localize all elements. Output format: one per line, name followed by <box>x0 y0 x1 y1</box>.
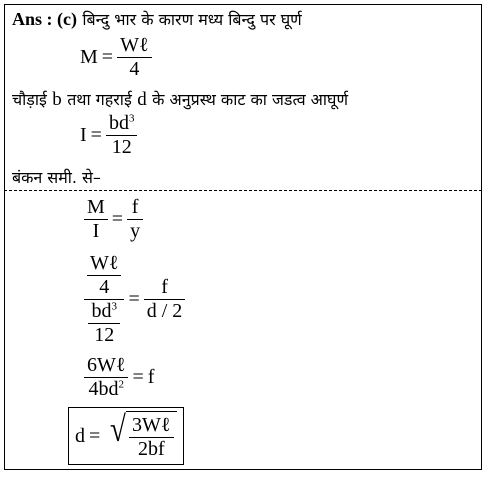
result-box <box>68 407 184 465</box>
bending-label: बंकन समी. से– <box>12 168 101 187</box>
inertia-denominator: 12 <box>111 136 132 158</box>
inertia-numerator: $bd^3$ <box>108 112 135 134</box>
inertia-var-d: d <box>137 89 147 110</box>
moment-equation <box>80 34 152 81</box>
step1-rhs-num: f <box>131 196 139 218</box>
radical-icon: √ <box>110 409 127 449</box>
answer-heading-text: बिन्दु भार के कारण मध्य बिन्दु पर घूर्ण <box>82 10 302 29</box>
inertia-equation <box>80 112 137 159</box>
step3-num: 6Wℓ <box>87 354 126 376</box>
result-lhs: d <box>75 424 85 447</box>
inertia-fraction <box>106 112 138 159</box>
step2-rhs-fraction <box>144 276 186 323</box>
step3-den: $4bd^2$ <box>88 378 124 400</box>
step1-equation <box>84 196 143 243</box>
inertia-lhs: I <box>80 124 87 146</box>
step2-outer-denominator <box>85 300 123 347</box>
step2-equals: = <box>128 288 140 310</box>
step2-outer-numerator <box>84 252 124 299</box>
section-divider <box>4 190 482 191</box>
step2-top-fraction <box>87 252 121 299</box>
step2-rhs-num: f <box>161 276 168 298</box>
answer-heading <box>12 8 302 30</box>
answer-frame <box>4 4 482 470</box>
step3-equation <box>84 354 154 401</box>
step2-bottom-num: $bd^3$ <box>91 300 117 322</box>
step1-rhs-fraction <box>127 196 143 243</box>
step1-equals: = <box>111 208 124 230</box>
step2-bottom-fraction <box>88 300 120 347</box>
inertia-var-b: b <box>52 89 62 110</box>
step1-rhs-den: y <box>130 220 141 242</box>
step3-fraction <box>84 354 128 401</box>
result-fraction <box>129 414 173 461</box>
step2-top-den: 4 <box>99 276 110 298</box>
step1-lhs-num: M <box>87 196 105 218</box>
step2-equation <box>84 252 185 347</box>
step3-equals: = <box>132 366 144 388</box>
moment-lhs: M <box>80 46 98 68</box>
inertia-text-3: के अनुप्रस्थ काट का जडत्व आघूर्ण <box>152 90 349 109</box>
step2-bottom-den: 12 <box>94 324 115 346</box>
moment-fraction <box>117 34 151 81</box>
sqrt-expression <box>108 411 176 461</box>
step1-lhs-den: I <box>92 220 100 242</box>
step2-rhs-den: d / 2 <box>146 300 183 322</box>
inertia-text-1: चौड़ाई <box>12 90 47 109</box>
step1-lhs-fraction <box>84 196 108 243</box>
inertia-text-2: तथा गहराई <box>67 90 132 109</box>
moment-numerator: Wℓ <box>120 34 149 56</box>
moment-denominator: 4 <box>129 58 140 80</box>
step2-compound-fraction <box>84 252 124 347</box>
result-equals: = <box>89 424 101 447</box>
inertia-equals: = <box>90 124 102 146</box>
result-den: 2bf <box>137 438 165 460</box>
inertia-description <box>12 88 348 111</box>
moment-equals: = <box>101 46 114 68</box>
radicand <box>126 411 176 461</box>
step3-rhs: f <box>147 366 155 388</box>
step2-top-num: Wℓ <box>90 252 119 274</box>
answer-label: Ans : (c) <box>12 9 77 29</box>
result-num: 3Wℓ <box>132 414 171 436</box>
